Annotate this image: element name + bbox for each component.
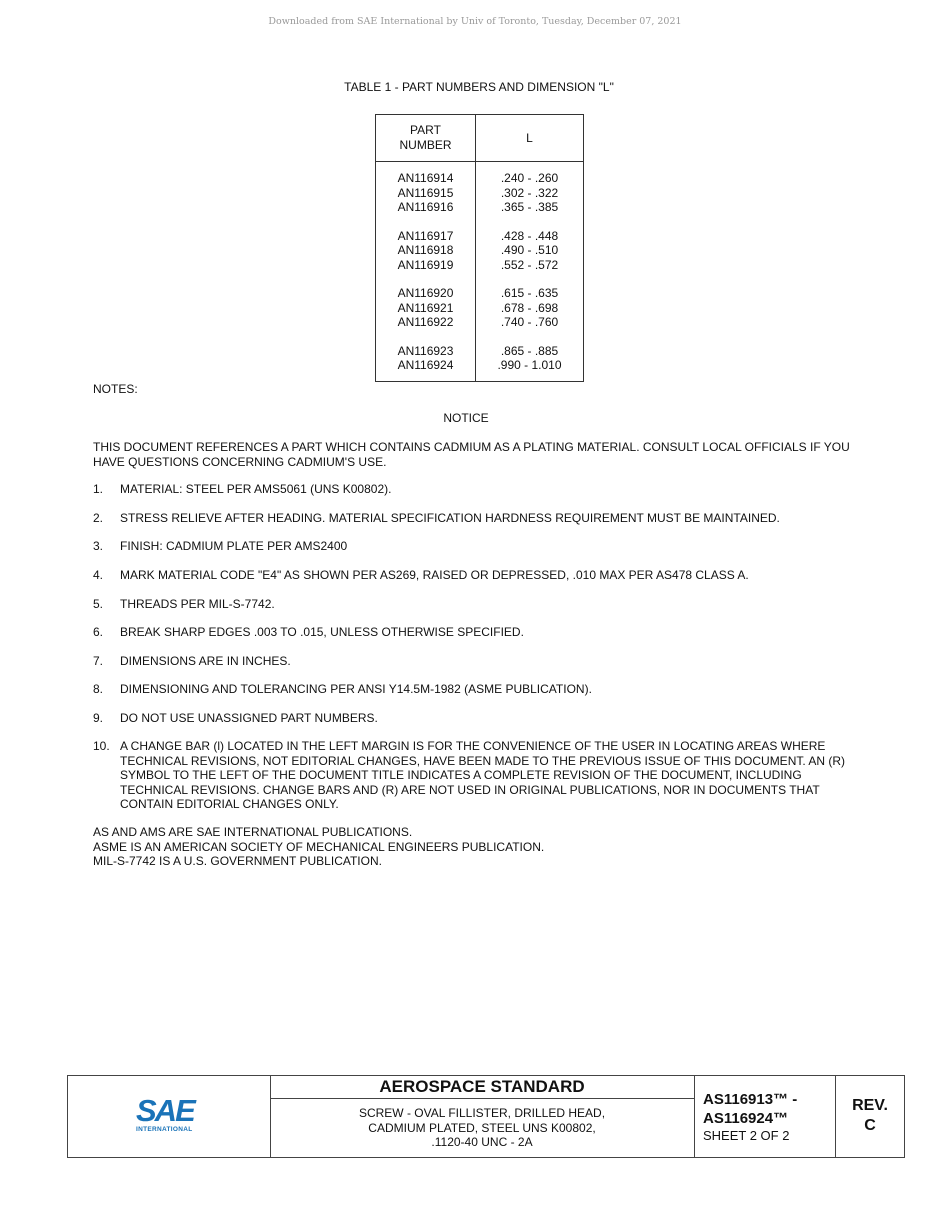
- part-number-cell: AN116923: [397, 343, 454, 358]
- note-number: 3.: [93, 539, 104, 553]
- publication-line: ASME IS AN AMERICAN SOCIETY OF MECHANICAL ENGINEERS PUBLICATION.: [93, 839, 545, 854]
- dimension-l-cell: .240 - .260: [500, 171, 559, 185]
- note-item: [93, 482, 863, 497]
- dimension-l-cell: .365 - .385: [500, 200, 559, 214]
- note-item: [93, 739, 863, 812]
- note-number: 10.: [93, 739, 110, 753]
- part-number-cell: AN116920: [397, 286, 454, 300]
- dimension-l-header: L: [476, 115, 584, 162]
- dimension-l-cell: .740 - .760: [500, 315, 559, 329]
- note-number: 6.: [93, 625, 104, 639]
- note-number: 8.: [93, 682, 104, 696]
- note-item: [93, 682, 863, 697]
- publication-line: MIL-S-7742 IS A U.S. GOVERNMENT PUBLICATION.: [93, 854, 382, 868]
- note-text: MATERIAL: STEEL PER AMS5061 (UNS K00802).: [120, 482, 392, 496]
- note-text: BREAK SHARP EDGES .003 TO .015, UNLESS OTHERWISE SPECIFIED.: [120, 625, 524, 639]
- note-text: THREADS PER MIL-S-7742.: [120, 597, 275, 611]
- note-text: A CHANGE BAR (l) LOCATED IN THE LEFT MARGIN IS FOR THE CONVENIENCE OF THE USER IN LOCATING AREAS WHERE TECHNICAL REVISIONS, NOT EDITORIAL CHANGES, HAVE BEEN MADE TO THE PREVIOUS ISSUE OF THIS DOCUMENT. AN (R) SYMBOL TO THE LEFT OF THE DOCUMENT TITLE INDICATES A COMPLETE REVISION OF THE DOCUMENT, INCLUDING TECHNICAL REVISIONS. CHANGE BARS AND (R) ARE NOT USED IN ORIGINAL PUBLICATIONS, NOR IN DOCUMENTS THAT CONTAIN EDITORIAL CHANGES ONLY.: [120, 739, 846, 811]
- part-number-cell: AN116922: [397, 315, 454, 329]
- part-number-cell: AN116919: [397, 257, 454, 272]
- dimension-l-column: [476, 162, 584, 382]
- logo-cell: [68, 1076, 271, 1157]
- note-text: MARK MATERIAL CODE "E4" AS SHOWN PER AS269, RAISED OR DEPRESSED, .010 MAX PER AS478 CLASS A.: [120, 568, 749, 582]
- sheet-number: SHEET 2 OF 2: [703, 1128, 790, 1143]
- note-number: 1.: [93, 482, 104, 496]
- part-number-cell: AN116921: [397, 300, 454, 315]
- document-number-cell: [695, 1076, 836, 1157]
- note-text: DO NOT USE UNASSIGNED PART NUMBERS.: [120, 711, 378, 725]
- note-item: [93, 511, 863, 526]
- note-item: [93, 711, 863, 726]
- title-block: [67, 1075, 905, 1158]
- note-text: DIMENSIONING AND TOLERANCING PER ANSI Y14.5M-1982 (ASME PUBLICATION).: [120, 682, 592, 696]
- dimension-l-cell: .302 - .322: [500, 185, 559, 200]
- note-text: STRESS RELIEVE AFTER HEADING. MATERIAL SPECIFICATION HARDNESS REQUIREMENT MUST BE MAINTAINED.: [120, 511, 780, 525]
- notice-text: THIS DOCUMENT REFERENCES A PART WHICH CONTAINS CADMIUM AS A PLATING MATERIAL. CONSULT LOCAL OFFICIALS IF YOU HAVE QUESTIONS CONCERNING CADMIUM'S USE.: [93, 440, 850, 469]
- note-item: [93, 625, 863, 640]
- part-number-cell: AN116915: [397, 185, 454, 200]
- part-number-column: [376, 162, 476, 382]
- revision-cell: [836, 1076, 904, 1157]
- sae-logo: SAE INTERNATIONAL: [136, 1093, 194, 1133]
- table-title: TABLE 1 - PART NUMBERS AND DIMENSION "L": [344, 80, 614, 94]
- dimension-l-cell: .490 - .510: [500, 243, 559, 257]
- part-number-header: PART NUMBER: [376, 115, 476, 162]
- dimension-l-cell: .428 - .448: [500, 228, 559, 243]
- note-item: [93, 597, 863, 612]
- notice-heading: NOTICE: [443, 411, 489, 425]
- note-text: DIMENSIONS ARE IN INCHES.: [120, 654, 291, 668]
- note-number: 5.: [93, 597, 104, 611]
- note-number: 7.: [93, 654, 104, 668]
- note-number: 4.: [93, 568, 104, 582]
- note-text: FINISH: CADMIUM PLATE PER AMS2400: [120, 539, 348, 553]
- publication-line: AS AND AMS ARE SAE INTERNATIONAL PUBLICATIONS.: [93, 825, 413, 839]
- part-number-cell: AN116924: [397, 358, 454, 372]
- part-numbers-table: [375, 114, 584, 382]
- part-number-cell: AN116917: [397, 228, 454, 243]
- part-number-cell: AN116918: [397, 243, 454, 257]
- dimension-l-cell: .615 - .635: [500, 286, 559, 300]
- note-number: 2.: [93, 511, 104, 525]
- dimension-l-cell: .990 - 1.010: [497, 358, 562, 372]
- note-item: [93, 654, 863, 669]
- part-number-cell: AN116914: [397, 171, 454, 185]
- note-item: [93, 539, 863, 554]
- publications-list: [93, 825, 544, 869]
- revision-label: REV.: [852, 1097, 888, 1114]
- note-item: [93, 568, 863, 583]
- dimension-l-cell: .865 - .885: [500, 343, 559, 358]
- part-description: SCREW - OVAL FILLISTER, DRILLED HEAD, CADMIUM PLATED, STEEL UNS K00802, .1120-40 UNC - 2A: [358, 1106, 606, 1149]
- document-number: AS116913™ - AS116924™: [703, 1091, 798, 1127]
- revision-value: C: [864, 1117, 876, 1134]
- dimension-l-cell: .678 - .698: [500, 300, 559, 315]
- dimension-l-cell: .552 - .572: [500, 257, 559, 272]
- note-number: 9.: [93, 711, 104, 725]
- part-number-cell: AN116916: [397, 200, 454, 214]
- title-cell: [270, 1076, 695, 1157]
- notes-heading: NOTES:: [93, 382, 138, 396]
- standard-type: AEROSPACE STANDARD: [270, 1076, 694, 1099]
- download-watermark: Downloaded from SAE International by Univ of Toronto, Tuesday, December 07, 2021: [268, 16, 682, 27]
